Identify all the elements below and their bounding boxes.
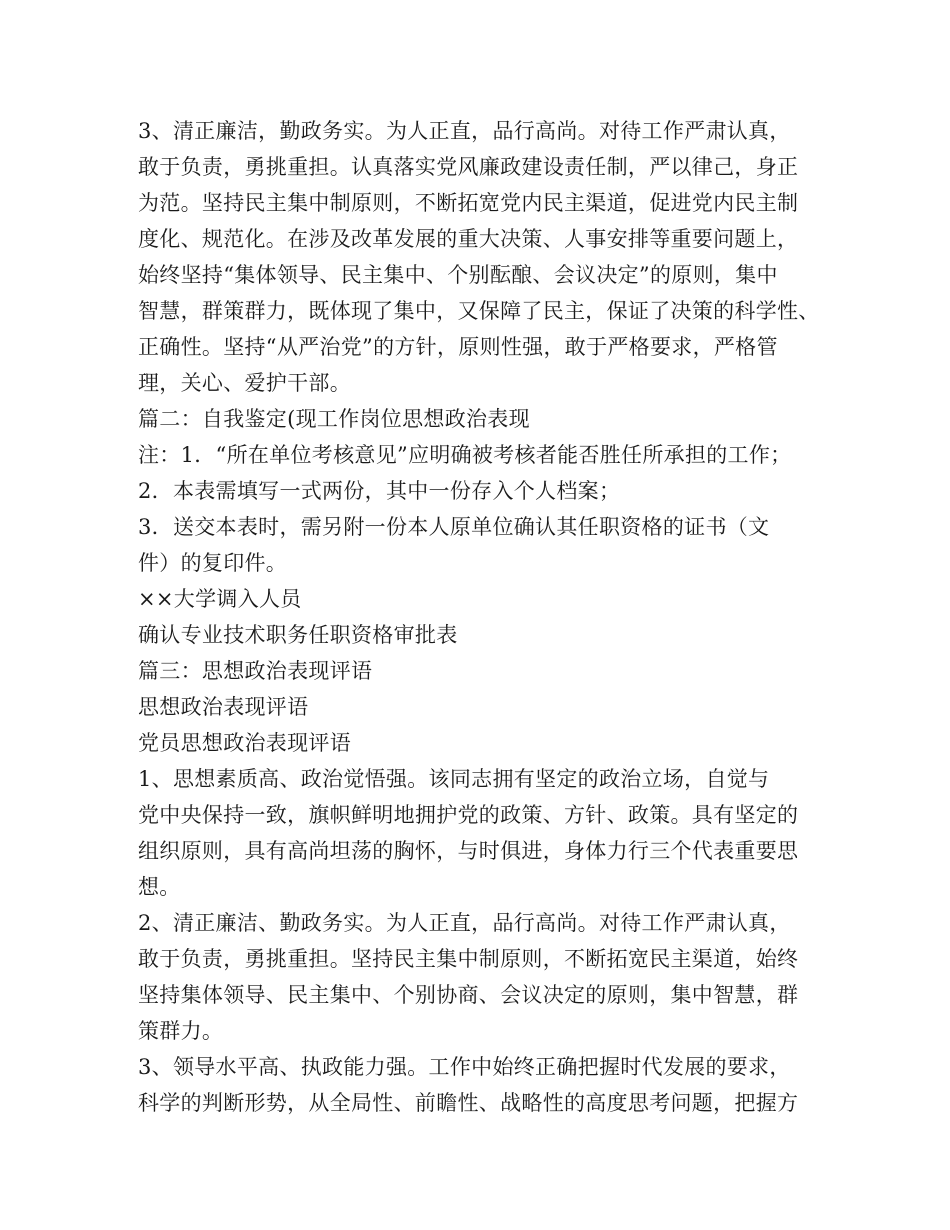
- note-line: 3．送交本表时，需另附一份本人原单位确认其任职资格的证书（文: [138, 515, 770, 539]
- note-line: 注：1．“所在单位考核意见”应明确被考核者能否胜任所承担的工作；: [138, 443, 792, 467]
- document-body: [138, 113, 828, 1121]
- text-line: 想。: [138, 875, 181, 899]
- text-line: 件）的复印件。: [138, 551, 288, 575]
- section-heading: 篇三：思想政治表现评语: [138, 659, 373, 683]
- section-heading: 篇二：自我鉴定(现工作岗位思想政治表现: [138, 407, 530, 431]
- text-line: 理，关心、爱护干部。: [138, 371, 351, 395]
- text-line: 科学的判断形势，从全局性、前瞻性、战略性的高度思考问题，把握方: [138, 1091, 799, 1115]
- text-line: 2、清正廉洁、勤政务实。为人正直，品行高尚。对待工作严肃认真，: [138, 911, 791, 935]
- text-line: 3、清正廉洁，勤政务实。为人正直，品行高尚。对待工作严肃认真，: [138, 119, 791, 143]
- note-line: 2．本表需填写一式两份，其中一份存入个人档案；: [138, 479, 621, 503]
- text-line: 敢于负责，勇挑重担。坚持民主集中制原则，不断拓宽民主渠道，始终: [138, 947, 799, 971]
- text-line: 坚持集体领导、民主集中、个别协商、会议决定的原则，集中智慧，群: [138, 983, 799, 1007]
- text-line: 正确性。坚持“从严治党”的方针，原则性强，敢于严格要求，严格管: [138, 335, 778, 359]
- text-line: 度化、规范化。在涉及改革发展的重大决策、人事安排等重要问题上，: [138, 227, 799, 251]
- text-line: 敢于负责，勇挑重担。认真落实党风廉政建设责任制，严以律己，身正: [138, 155, 799, 179]
- form-title-line: ××大学调入人员: [138, 587, 302, 611]
- text-line: 始终坚持“集体领导、民主集中、个别酝酿、会议决定”的原则，集中: [138, 263, 778, 287]
- text-line: 策群力。: [138, 1019, 224, 1043]
- text-line: 智慧，群策群力，既体现了集中，又保障了民主，保证了决策的科学性、: [138, 299, 820, 323]
- text-line: 1、思想素质高、政治觉悟强。该同志拥有坚定的政治立场，自觉与: [138, 767, 770, 791]
- text-line: 3、领导水平高、执政能力强。工作中始终正确把握时代发展的要求，: [138, 1055, 791, 1079]
- subheading: 党员思想政治表现评语: [138, 731, 351, 755]
- form-title-line: 确认专业技术职务任职资格审批表: [138, 623, 458, 647]
- text-line: 党中央保持一致，旗帜鲜明地拥护党的政策、方针、政策。具有坚定的: [138, 803, 799, 827]
- text-line: 为范。坚持民主集中制原则，不断拓宽党内民主渠道，促进党内民主制: [138, 191, 799, 215]
- text-line: 组织原则，具有高尚坦荡的胸怀，与时俱进，身体力行三个代表重要思: [138, 839, 799, 863]
- subheading: 思想政治表现评语: [138, 695, 309, 719]
